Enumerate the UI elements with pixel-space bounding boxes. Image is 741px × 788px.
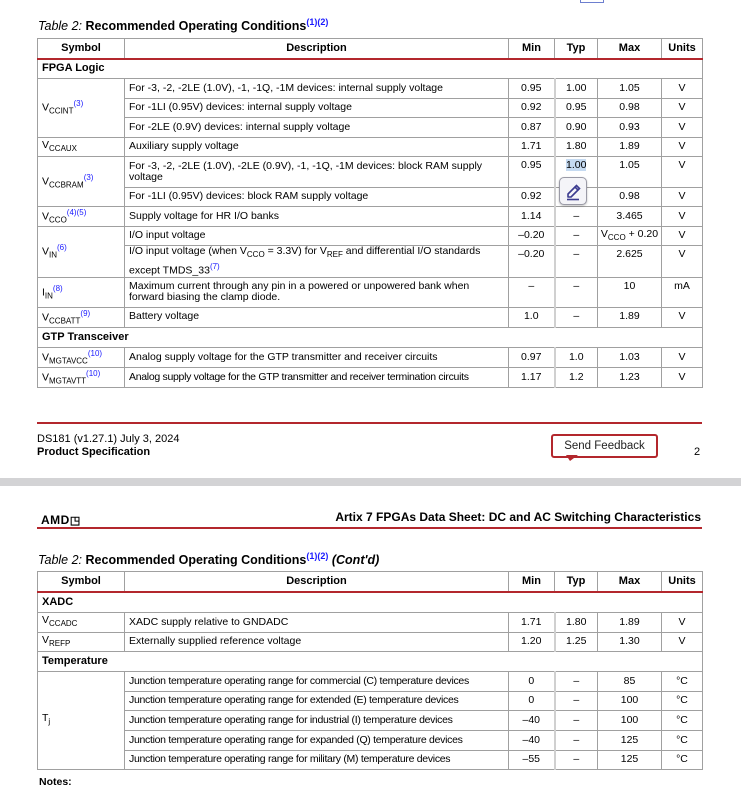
table-row: $V_{CCO}^{(4)(5)}$ Supply voltage for HR I/O banks 1.14 – 3.465 V: [38, 207, 703, 227]
table-row: $V_{CCBRAM}^{(3)}$ For -3, -2, -2LE (1.0V), -2LE (0.9V), -1, -1Q, -1M devices: block RAM supply voltage 0.95 1.00 1.05 V: [38, 157, 703, 188]
table-row: $V_{CCBATT}^{(9)}$ Battery voltage 1.0 – 1.89 V: [38, 307, 703, 327]
doc-type: Product Specification: [37, 446, 151, 458]
notes-heading: Notes:: [39, 776, 72, 788]
symbol-vccbram: $V_{CCBRAM}^{(3)}$: [38, 157, 125, 207]
table-row: For -2LE (0.9V) devices: internal supply voltage 0.87 0.90 0.93 V: [38, 118, 703, 138]
table-row: Junction temperature operating range for expanded (Q) temperature devices –40 – 125 °C: [38, 731, 703, 751]
feedback-bubble-tail: [566, 455, 578, 461]
table-row: I/O input voltage (when $V_{CCO} = 3.3V$) for $V_{REF}$ and differential I/O standards except TMDS_33$^{(7)}$ –0.20 – 2.625 V: [38, 246, 703, 278]
col-min: Min: [509, 39, 555, 60]
symbol-vccaux: $V_{CCAUX}$: [38, 138, 125, 157]
table-header-row: [38, 39, 703, 60]
table-row: $V_{CCAUX}$ Auxiliary supply voltage 1.71 1.80 1.89 V: [38, 138, 703, 157]
selected-text[interactable]: 1.00: [566, 159, 587, 171]
highlight-annotation-button[interactable]: [559, 177, 587, 205]
table-row: $I_{IN}^{(8)}$ Maximum current through any pin in a powered or unpowered bank when forward biasing the clamp diode. – – 10 mA: [38, 277, 703, 307]
table-header-row: Symbol Description Min Typ Max Units: [38, 572, 703, 593]
section-gtp-transceiver: GTP Transceiver: [38, 327, 703, 347]
symbol-vrefp: $V_{REFP}$: [38, 633, 125, 652]
table-row: $V_{IN}^{(6)}$ I/O input voltage –0.20 – $V_{CCO} + 0.20$ V: [38, 227, 703, 246]
section-temperature: Temperature: [38, 652, 703, 672]
table-row: $T_j$ Junction temperature operating range for commercial (C) temperature devices 0 – 85 °C: [38, 672, 703, 692]
section-xadc: XADC: [38, 592, 703, 613]
footnote-link[interactable]: (1)(2): [306, 17, 329, 27]
col-max: Max: [598, 39, 662, 60]
symbol-vmgtavtt: $V_{MGTAVTT}^{(10)}$: [38, 367, 125, 387]
symbol-vccbatt: $V_{CCBATT}^{(9)}$: [38, 307, 125, 327]
table-row: Junction temperature operating range for military (M) temperature devices –55 – 125 °C: [38, 751, 703, 770]
header-divider: [37, 527, 702, 529]
table-row: $V_{REFP}$ Externally supplied reference voltage 1.20 1.25 1.30 V: [38, 633, 703, 652]
table-row: Junction temperature operating range for extended (E) temperature devices 0 – 100 °C: [38, 692, 703, 711]
symbol-iin: $I_{IN}^{(8)}$: [38, 277, 125, 307]
highlighter-pen-icon: [560, 178, 586, 204]
col-typ: Typ: [555, 39, 598, 60]
link-box-fragment[interactable]: [580, 0, 604, 3]
table-caption: Table 2: Recommended Operating Conditions$^{(1)(2)}$: [38, 17, 329, 34]
page-gap: [0, 478, 741, 486]
page-number: 2: [694, 446, 701, 458]
table-row: Junction temperature operating range for industrial (I) temperature devices –40 – 100 °C: [38, 711, 703, 731]
send-feedback-button[interactable]: Send Feedback: [551, 434, 658, 458]
recommended-operating-conditions-table-cont: [37, 571, 703, 770]
footer-divider: [37, 422, 702, 424]
symbol-vccadc: $V_{CCADC}$: [38, 613, 125, 633]
table-caption: Table 2: Recommended Operating Conditions$^{(1)(2)}$ (Cont'd): [38, 551, 380, 568]
col-units: Units: [662, 39, 703, 60]
table-row: For -1LI (0.95V) devices: block RAM supply voltage 0.92 0.98 V: [38, 188, 703, 207]
table-row: $V_{MGTAVTT}^{(10)}$ Analog supply voltage for the GTP transmitter and receiver termination circuits 1.17 1.2 1.23 V: [38, 367, 703, 387]
symbol-vccint: $V_{CCINT}^{(3)}$: [38, 79, 125, 138]
recommended-operating-conditions-table: [37, 38, 703, 388]
table-row: $V_{CCINT}^{(3)}$ For -3, -2, -2LE (1.0V), -1, -1Q, -1M devices: internal supply voltage 0.95 1.00 1.05 V: [38, 79, 703, 99]
footnote-link[interactable]: (1)(2): [306, 551, 329, 561]
amd-logo: AMD◳: [41, 513, 81, 527]
symbol-vin: $V_{IN}^{(6)}$: [38, 227, 125, 278]
symbol-vcco: $V_{CCO}^{(4)(5)}$: [38, 207, 125, 227]
footnote-link[interactable]: (7): [209, 261, 220, 271]
col-description: Description: [125, 39, 509, 60]
header-title: Artix 7 FPGAs Data Sheet: DC and AC Switching Characteristics: [335, 510, 701, 524]
section-fpga-logic: FPGA Logic: [38, 59, 703, 79]
col-symbol: Symbol: [38, 39, 125, 60]
symbol-vmgtavcc: $V_{MGTAVCC}^{(10)}$: [38, 347, 125, 367]
symbol-tj: $T_j$: [38, 672, 125, 770]
table-row: $V_{CCADC}$ XADC supply relative to GNDADC 1.71 1.80 1.89 V: [38, 613, 703, 633]
table-row: For -1LI (0.95V) devices: internal supply voltage 0.92 0.95 0.98 V: [38, 99, 703, 118]
pdf-page-3: [0, 486, 741, 788]
doc-id: DS181 (v1.27.1) July 3, 2024: [37, 433, 180, 445]
table-row: $V_{MGTAVCC}^{(10)}$ Analog supply voltage for the GTP transmitter and receiver circuits 0.97 1.0 1.03 V: [38, 347, 703, 367]
